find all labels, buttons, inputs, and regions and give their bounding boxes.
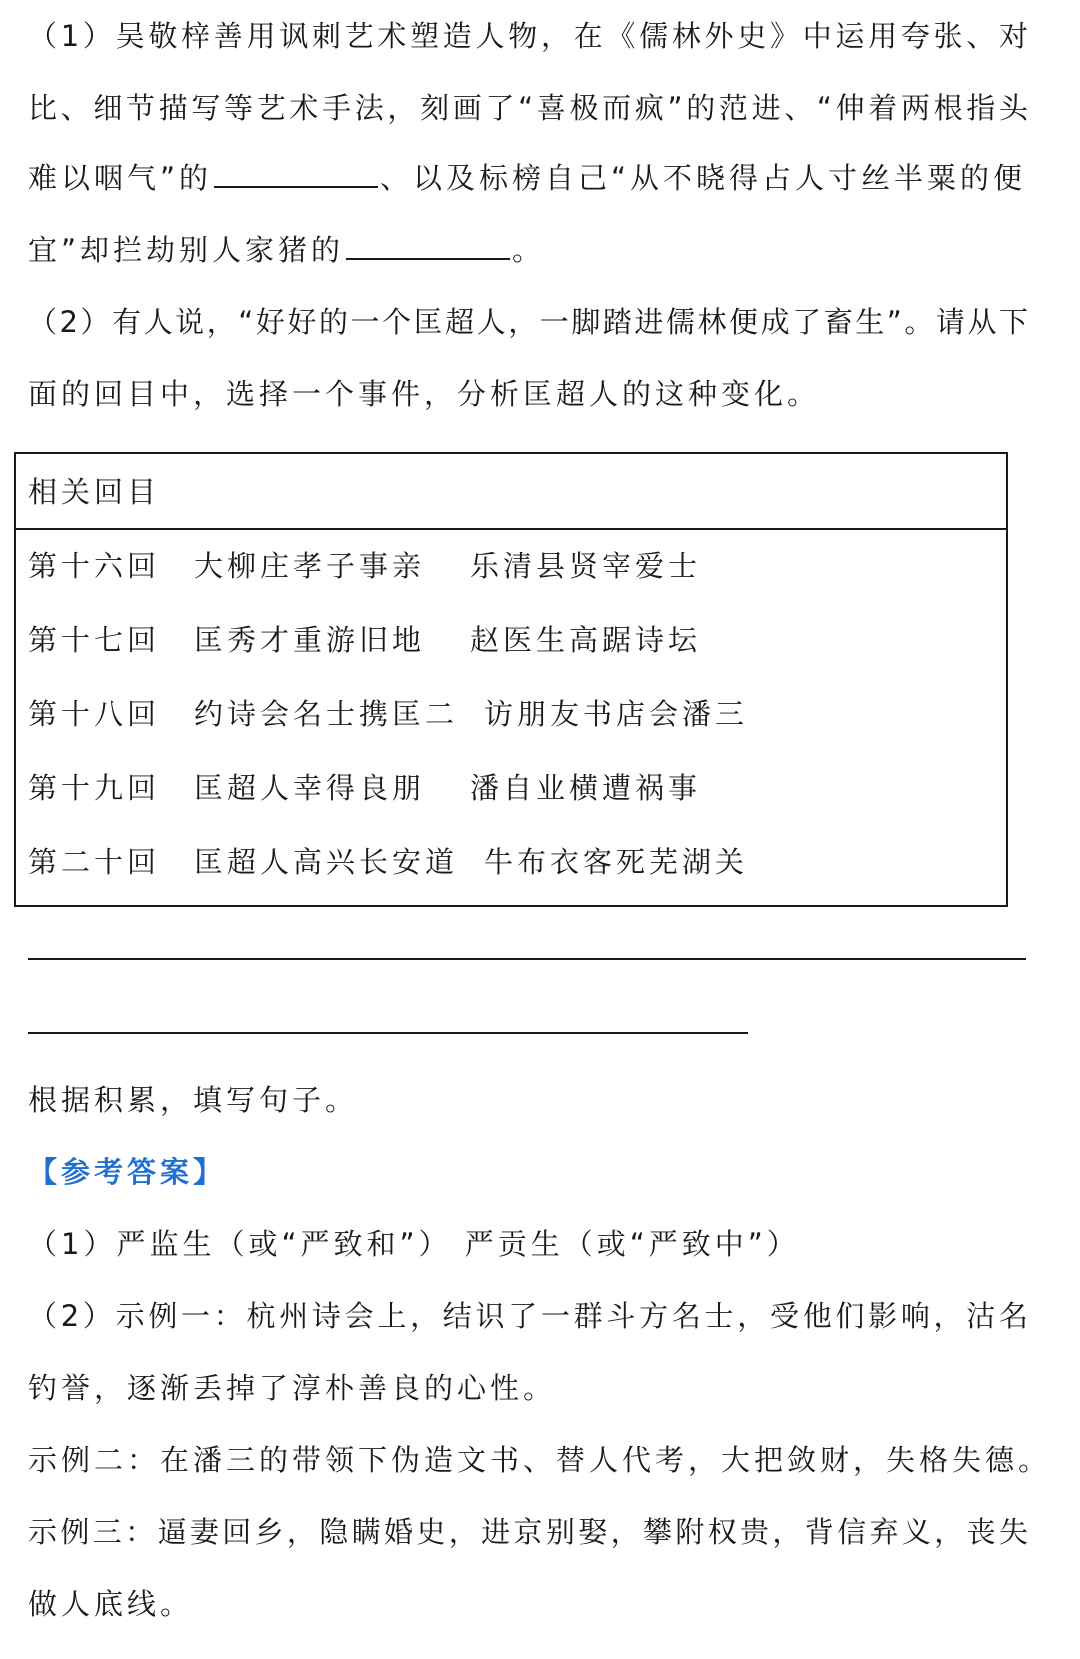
table-row	[28, 620, 701, 660]
answer-1: （1）严监生（或“严致和”） 严贡生（或“严致中”）	[28, 1227, 800, 1261]
question-2-line-2: 面的回目中，选择一个事件，分析匡超人的这种变化。	[28, 377, 821, 411]
answer-blank-1[interactable]	[214, 158, 378, 188]
chapter-title-second: 赵医生高踞诗坛	[470, 623, 702, 657]
chapter-title-first: 约诗会名士携匡二	[194, 697, 459, 731]
question-1-line-3-end: 、以及标榜自己“从不晓得占人寸丝半粟的便	[380, 161, 1027, 195]
answer-blank-2[interactable]	[346, 230, 510, 260]
chapter-title-first: 匡超人幸得良朋	[194, 771, 426, 805]
answer-heading: 【参考答案】	[28, 1155, 227, 1189]
answer-line-1[interactable]	[28, 958, 1026, 960]
chapter-number: 第二十回	[28, 845, 161, 879]
question-1-line-4	[28, 230, 545, 270]
chapter-number: 第十六回	[28, 549, 161, 583]
answer-line-2[interactable]	[28, 1032, 748, 1034]
table-row	[28, 768, 701, 808]
chapter-table	[14, 452, 1008, 907]
table-header	[16, 454, 1006, 530]
chapter-title-second: 乐清县贤宰爱士	[470, 549, 702, 583]
table-row	[28, 694, 748, 734]
table-header-label: 相关回目	[28, 475, 161, 509]
instruction-text: 根据积累，填写句子。	[28, 1083, 359, 1117]
chapter-number: 第十八回	[28, 697, 161, 731]
chapter-title-second: 牛布衣客死芜湖关	[484, 845, 749, 879]
chapter-title-first: 匡超人高兴长安道	[194, 845, 459, 879]
chapter-title-first: 大柳庄孝子事亲	[194, 549, 426, 583]
question-1-line-3-start: 难以咽气”的	[28, 161, 213, 195]
chapter-number: 第十七回	[28, 623, 161, 657]
answer-2-line-2: 钓誉，逐渐丢掉了淳朴善良的心性。	[28, 1371, 557, 1405]
chapter-number: 第十九回	[28, 771, 161, 805]
answer-2-line-1: （2）示例一：杭州诗会上，结识了一群斗方名士，受他们影响，沽名	[28, 1299, 1028, 1333]
question-1-line-3	[28, 158, 1026, 198]
table-row	[28, 546, 701, 586]
answer-example-3-line-1: 示例三：逼妻回乡，隐瞒婚史，进京别娶，攀附权贵，背信弃义，丧失	[28, 1515, 1028, 1549]
table-row	[28, 842, 748, 882]
answer-example-3-line-2: 做人底线。	[28, 1587, 194, 1621]
question-1-line-2: 比、细节描写等艺术手法，刻画了“喜极而疯”的范进、“伸着两根指头	[28, 91, 1028, 125]
question-1-line-4-end: 。	[512, 233, 546, 267]
question-1-line-4-start: 宜”却拦劫别人家猪的	[28, 233, 345, 267]
chapter-title-second: 访朋友书店会潘三	[484, 697, 749, 731]
chapter-title-second: 潘自业横遭祸事	[470, 771, 702, 805]
chapter-title-first: 匡秀才重游旧地	[194, 623, 426, 657]
question-1-line-1: （1）吴敬梓善用讽刺艺术塑造人物，在《儒林外史》中运用夸张、对	[28, 19, 1028, 53]
answer-example-2: 示例二：在潘三的带领下伪造文书、替人代考，大把敛财，失格失德。	[28, 1443, 1052, 1477]
question-2-line-1: （2）有人说，“好好的一个匡超人，一脚踏进儒林便成了畜生”。请从下	[28, 305, 1028, 339]
